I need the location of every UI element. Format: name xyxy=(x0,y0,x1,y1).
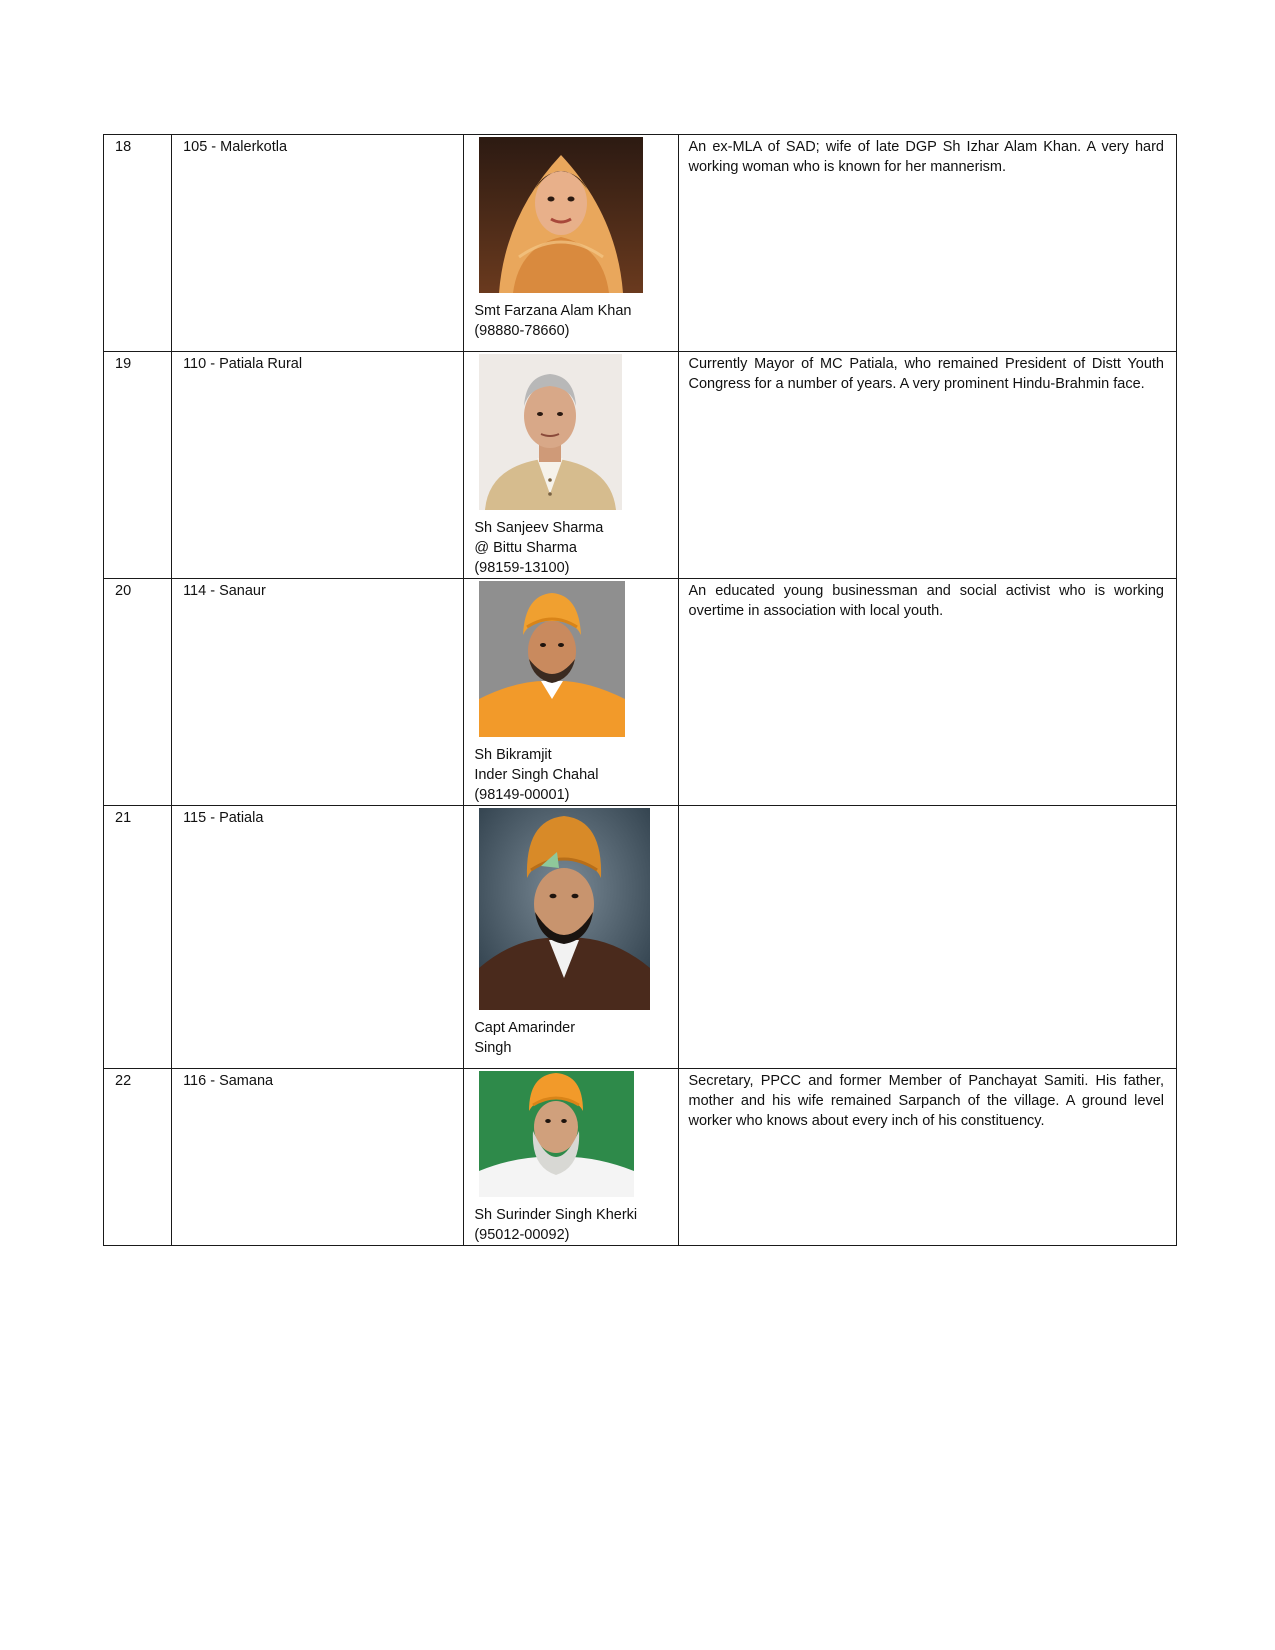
candidates-table xyxy=(103,134,1177,1246)
description-cell xyxy=(678,579,1176,806)
constituency-cell xyxy=(172,352,464,579)
constituency-name: 105 - Malerkotla xyxy=(183,139,288,155)
serial-cell xyxy=(104,579,172,806)
serial-number: 19 xyxy=(115,356,132,372)
candidate-name-line: Sh Surinder Singh Kherki xyxy=(474,1207,638,1223)
candidate-description: Currently Mayor of MC Patiala, who remained President of Distt Youth Congress for a number of years. A very prominent Hindu-Brahmin face. xyxy=(688,356,1164,392)
candidate-photo xyxy=(479,581,625,737)
candidate-phone: (98149-00001) xyxy=(474,787,570,803)
candidate-cell xyxy=(464,806,678,1069)
constituency-cell xyxy=(172,135,464,352)
serial-cell xyxy=(104,135,172,352)
candidate-cell xyxy=(464,579,678,806)
candidate-phone: (98159-13100) xyxy=(474,560,570,576)
constituency-name: 114 - Sanaur xyxy=(183,583,266,599)
serial-number: 18 xyxy=(115,139,132,155)
table-row xyxy=(104,352,1177,579)
constituency-name: 116 - Samana xyxy=(183,1073,274,1089)
candidate-name-line: @ Bittu Sharma xyxy=(474,540,577,556)
description-cell xyxy=(678,1069,1176,1246)
constituency-cell xyxy=(172,806,464,1069)
candidate-description: Secretary, PPCC and former Member of Panchayat Samiti. His father, mother and his wife remained Sarpanch of the village. A ground level worker who knows about every inch of his constituency. xyxy=(688,1073,1164,1129)
candidate-cell xyxy=(464,1069,678,1246)
candidate-cell xyxy=(464,352,678,579)
candidate-phone: (98880-78660) xyxy=(474,323,570,339)
serial-cell xyxy=(104,1069,172,1246)
constituency-name: 110 - Patiala Rural xyxy=(183,356,303,372)
constituency-cell xyxy=(172,579,464,806)
serial-number: 21 xyxy=(115,810,132,826)
candidate-photo xyxy=(479,1071,634,1197)
serial-number: 20 xyxy=(115,583,132,599)
table-row xyxy=(104,1069,1177,1246)
candidate-name-line: Sh Sanjeev Sharma xyxy=(474,520,604,536)
candidate-phone: (95012-00092) xyxy=(474,1227,570,1243)
candidate-name-line: Capt Amarinder xyxy=(474,1020,576,1036)
candidate-description: An educated young businessman and social activist who is working overtime in association with local youth. xyxy=(688,583,1164,619)
candidate-description xyxy=(679,806,1176,808)
candidate-photo xyxy=(479,354,622,510)
candidate-name-line: Inder Singh Chahal xyxy=(474,767,599,783)
constituency-name: 115 - Patiala xyxy=(183,810,264,826)
candidate-name-line: Smt Farzana Alam Khan xyxy=(474,303,632,319)
serial-cell xyxy=(104,352,172,579)
candidate-cell xyxy=(464,135,678,352)
candidate-photo xyxy=(479,137,643,293)
candidate-description: An ex-MLA of SAD; wife of late DGP Sh Izhar Alam Khan. A very hard working woman who is known for her mannerism. xyxy=(688,139,1164,175)
table-row xyxy=(104,806,1177,1069)
table-row xyxy=(104,579,1177,806)
candidate-photo xyxy=(479,808,650,1010)
serial-number: 22 xyxy=(115,1073,132,1089)
serial-cell xyxy=(104,806,172,1069)
candidate-name-line: Singh xyxy=(474,1040,512,1056)
description-cell xyxy=(678,352,1176,579)
table-row xyxy=(104,135,1177,352)
description-cell xyxy=(678,806,1176,1069)
candidate-name-line: Sh Bikramjit xyxy=(474,747,552,763)
description-cell xyxy=(678,135,1176,352)
constituency-cell xyxy=(172,1069,464,1246)
